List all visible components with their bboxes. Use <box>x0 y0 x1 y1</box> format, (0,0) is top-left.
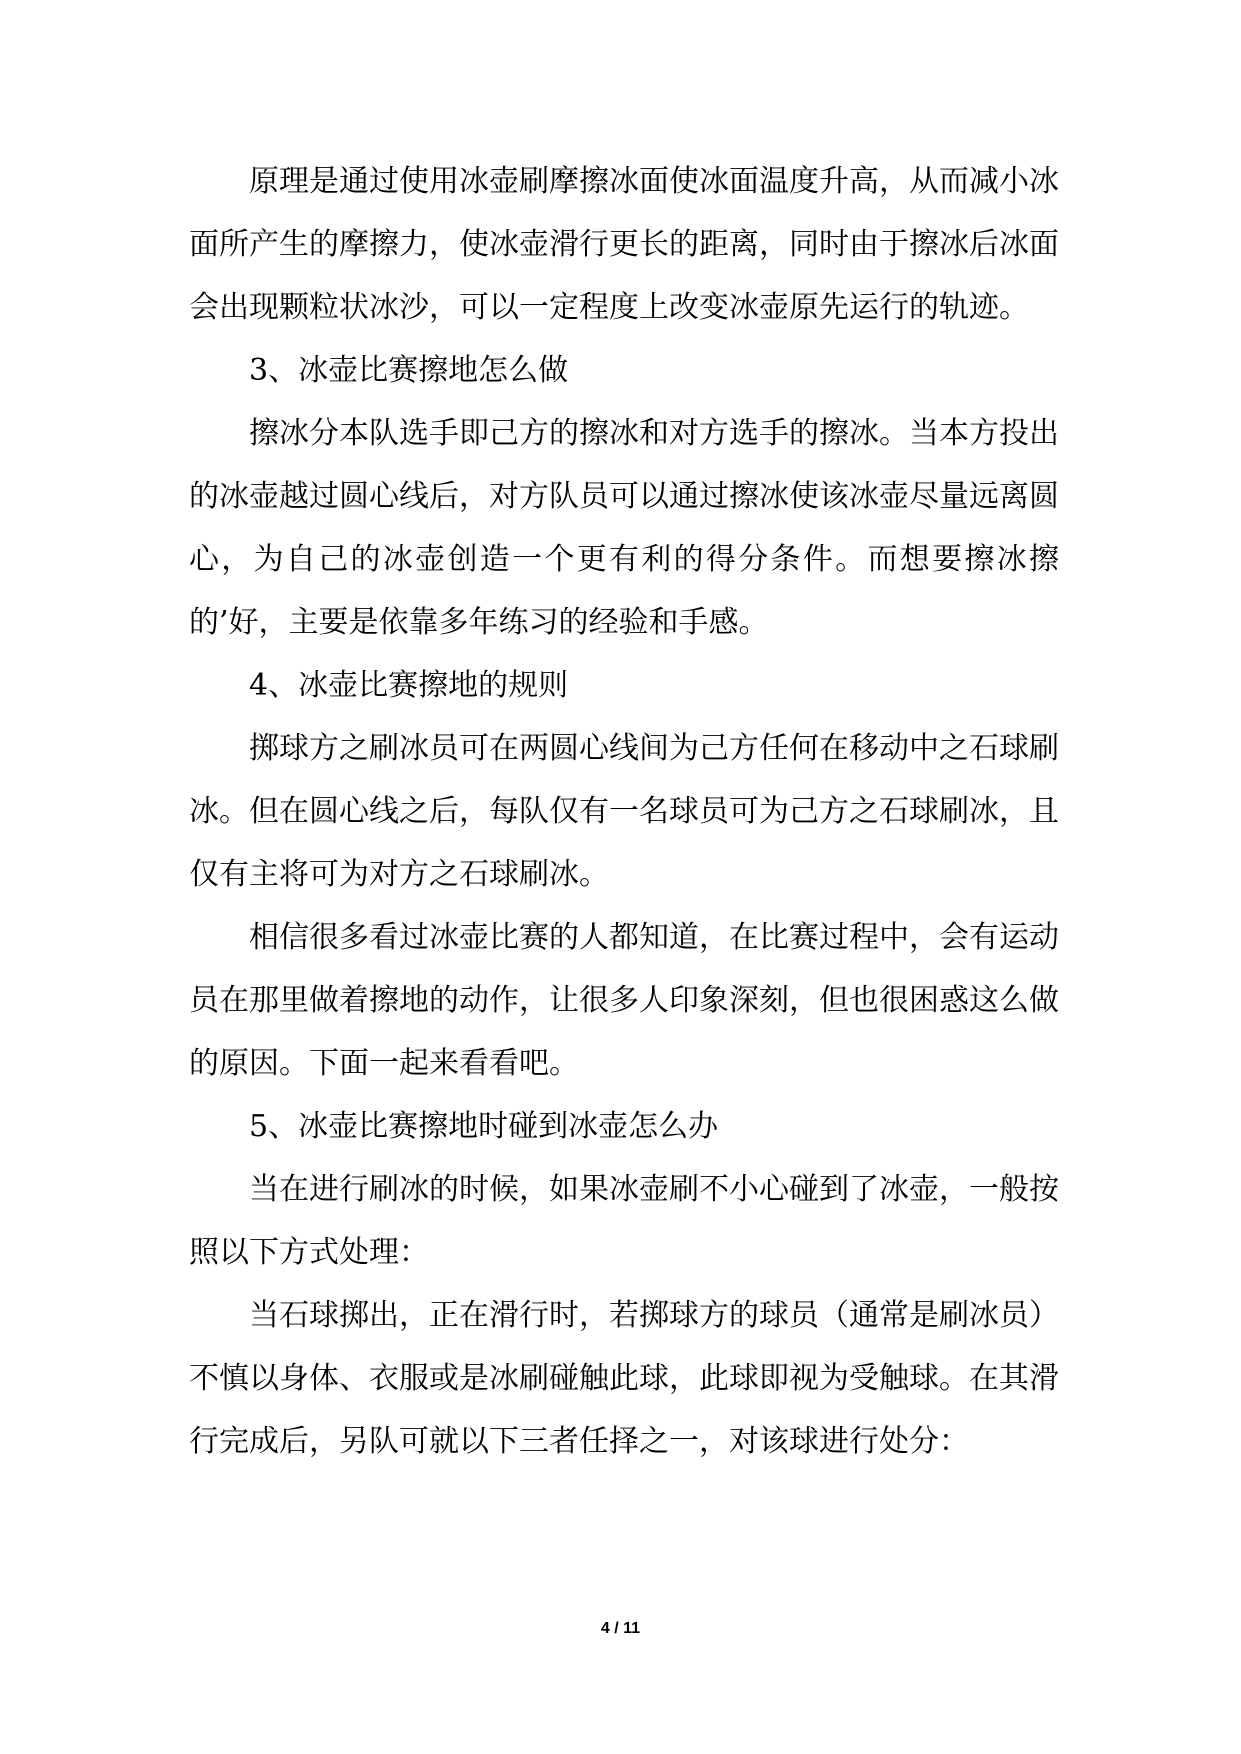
heading-section-4: 4、冰壶比赛擦地的规则 <box>249 668 569 703</box>
paragraph-principle: 原理是通过使用冰壶刷摩擦冰面使冰面温度升高，从而减小冰面所产生的摩擦力，使冰壶滑行更长的距离，同时由于擦冰后冰面会出现颗粒状冰沙，可以一定程度上改变冰壶原先运行的轨迹。 <box>189 164 1059 325</box>
document-body <box>189 150 1059 1473</box>
paragraph-contact-handling: 当在进行刷冰的时候，如果冰壶刷不小心碰到了冰壶，一般按照以下方式处理： <box>189 1172 1059 1270</box>
paragraph-sweeping-method: 擦冰分本队选手即己方的擦冰和对方选手的擦冰。当本方投出的冰壶越过圆心线后，对方队员可以通过擦冰使该冰壶尽量远离圆心，为自己的冰壶创造一个更有利的得分条件。而想要擦冰擦的’好，主要是依靠多年练习的经验和手感。 <box>189 416 1059 640</box>
paragraph-touched-stone: 当石球掷出，正在滑行时，若掷球方的球员（通常是刷冰员）不慎以身体、衣服或是冰刷碰触此球，此球即视为受触球。在其滑行完成后，另队可就以下三者任择之一，对该球进行处分： <box>189 1298 1059 1459</box>
heading-section-5: 5、冰壶比赛擦地时碰到冰壶怎么办 <box>249 1109 719 1144</box>
paragraph-sweeping-rules: 掷球方之刷冰员可在两圆心线间为己方任何在移动中之石球刷冰。但在圆心线之后，每队仅有一名球员可为己方之石球刷冰，且仅有主将可为对方之石球刷冰。 <box>189 731 1059 892</box>
paragraph-spectator-note: 相信很多看过冰壶比赛的人都知道，在比赛过程中，会有运动员在那里做着擦地的动作，让很多人印象深刻，但也很困惑这么做的原因。下面一起来看看吧。 <box>189 920 1059 1081</box>
page-number: 4 / 11 <box>600 1620 641 1637</box>
heading-section-3: 3、冰壶比赛擦地怎么做 <box>249 353 569 388</box>
